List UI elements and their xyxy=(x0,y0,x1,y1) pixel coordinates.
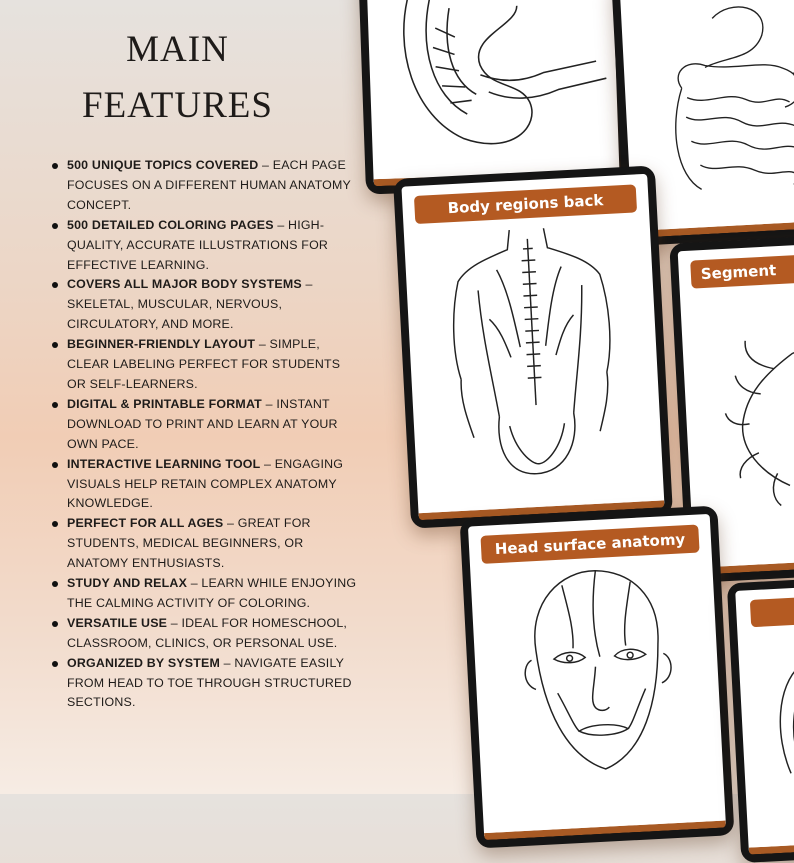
feature-title: INTERACTIVE LEARNING TOOL xyxy=(67,456,261,471)
feature-title: PERFECT FOR ALL AGES xyxy=(67,516,224,531)
tablet-head-surface-anatomy xyxy=(460,505,735,848)
feature-item xyxy=(52,654,362,714)
feature-item xyxy=(52,514,362,574)
page-title-banner: Segment xyxy=(690,252,794,289)
feature-text: – EACH PAGE FOCUSES ON A DIFFERENT HUMAN ANATOMY CONCEPT. xyxy=(67,158,351,212)
feature-list xyxy=(52,156,362,713)
feature-text: – NAVIGATE EASILY FROM HEAD TO TOE THROUGH STRUCTURED SECTIONS. xyxy=(67,655,352,710)
feature-title: ORGANIZED BY SYSTEM xyxy=(67,655,220,670)
feature-title: BEGINNER-FRIENDLY LAYOUT xyxy=(67,337,256,352)
feature-item xyxy=(52,275,362,335)
title-line-1: MAIN xyxy=(126,29,229,70)
page-screen xyxy=(468,514,726,840)
feature-title: DIGITAL & PRINTABLE FORMAT xyxy=(67,396,262,411)
tablet-kidney-page xyxy=(358,0,628,195)
feature-text: – INSTANT DOWNLOAD TO PRINT AND LEARN AT YOUR OWN PACE. xyxy=(67,396,338,451)
feature-item xyxy=(52,335,362,395)
feature-item xyxy=(52,574,362,614)
feature-title: 500 DETAILED COLORING PAGES xyxy=(67,217,274,232)
feature-item xyxy=(52,614,362,654)
feature-title: COVERS ALL MAJOR BODY SYSTEMS xyxy=(67,277,302,292)
feature-text: – IDEAL FOR HOMESCHOOL, CLASSROOM, CLINICS, OR PERSONAL USE. xyxy=(67,615,348,650)
feature-text: – SIMPLE, CLEAR LABELING PERFECT FOR STUDENTS OR SELF-LEARNERS. xyxy=(67,337,341,391)
head-muscles-illustration xyxy=(468,514,726,833)
kidney-illustration xyxy=(366,0,619,179)
page-screen xyxy=(735,581,794,854)
feature-title: VERSATILE USE xyxy=(67,615,168,630)
feature-text: – HIGH-QUALITY, ACCURATE ILLUSTRATIONS FOR EFFECTIVE LEARNING. xyxy=(67,217,329,272)
page-title-banner: Head surface anatomy xyxy=(480,524,699,563)
feature-item xyxy=(52,395,362,455)
feature-text: – ENGAGING VISUALS HELP RETAIN COMPLEX ANATOMY KNOWLEDGE. xyxy=(67,456,344,511)
page-screen xyxy=(366,0,619,186)
feature-item xyxy=(52,216,362,276)
feature-title: STUDY AND RELAX xyxy=(67,576,188,591)
tablet-extra-page xyxy=(727,573,794,863)
extra-illustration xyxy=(735,581,794,847)
feature-item xyxy=(52,455,362,515)
page-screen xyxy=(401,174,664,520)
feature-text: – LEARN WHILE ENJOYING THE CALMING ACTIVITY OF COLORING. xyxy=(67,576,357,610)
tablet-body-regions-back xyxy=(393,165,673,528)
back-muscles-illustration xyxy=(401,174,664,513)
feature-text: – GREAT FOR STUDENTS, MEDICAL BEGINNERS, OR ANATOMY ENTHUSIASTS. xyxy=(67,516,311,571)
title-line-2: FEATURES xyxy=(82,85,273,126)
page-title xyxy=(40,22,315,134)
page-title-banner: Body regions back xyxy=(414,184,637,224)
feature-title: 500 UNIQUE TOPICS COVERED xyxy=(67,158,259,172)
feature-text: – SKELETAL, MUSCULAR, NERVOUS, CIRCULATORY, AND MORE. xyxy=(67,277,313,332)
feature-item xyxy=(52,156,362,216)
